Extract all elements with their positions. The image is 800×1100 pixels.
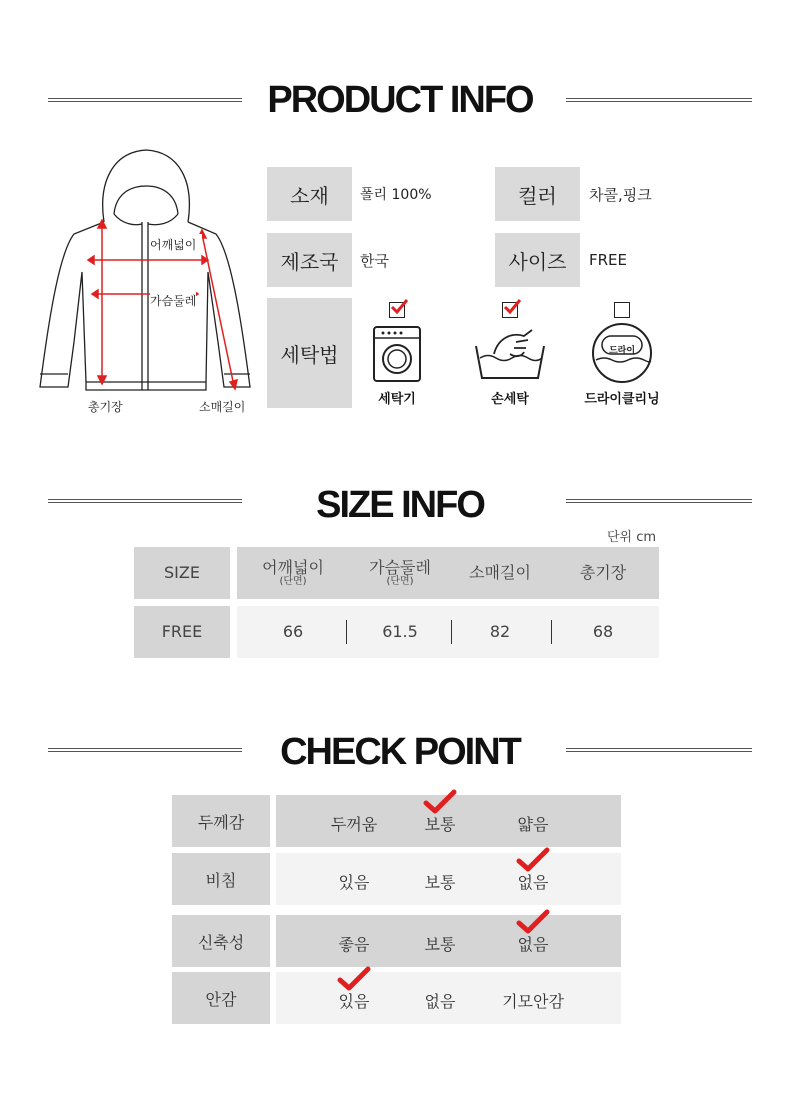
hoodie-diagram — [38, 142, 258, 417]
size-info-title: SIZE INFO — [316, 484, 484, 526]
check-point-title: CHECK POINT — [280, 731, 520, 773]
length-header-cell: 총기장 — [579, 563, 627, 582]
check-point-row — [276, 915, 621, 967]
check-mark-icon — [423, 789, 457, 815]
check-point-option: 두꺼움 — [330, 815, 378, 834]
header-main: 어깨넓이 — [262, 557, 324, 577]
origin-label: 제조국 — [267, 233, 352, 287]
sleeve-label: 소매길이 — [199, 400, 246, 414]
product-info-header — [0, 78, 800, 128]
check-point-option: 기모안감 — [502, 992, 564, 1011]
check-point-option: 없음 — [517, 873, 549, 892]
size-label: 사이즈 — [495, 233, 580, 287]
separator — [346, 620, 347, 644]
check-mark-icon — [516, 847, 550, 873]
divider — [566, 748, 752, 752]
size-header-cell: SIZE — [134, 547, 230, 599]
header-main: 가슴둘레 — [369, 557, 431, 577]
wash-dry — [567, 302, 677, 407]
header-sub: (단면) — [386, 575, 414, 587]
check-point-label: 두께감 — [172, 795, 270, 847]
size-value-cell: FREE — [134, 606, 230, 658]
length-value-cell: 68 — [592, 622, 614, 641]
checkbox-checked-icon — [502, 302, 518, 318]
hand-wash-icon — [472, 324, 548, 384]
dry-icon-text: 드라이 — [608, 346, 636, 356]
check-point-label: 안감 — [172, 972, 270, 1024]
sleeve-header-cell: 소매길이 — [469, 563, 531, 582]
check-point-option: 없음 — [424, 992, 456, 1011]
washing-machine-icon — [371, 324, 423, 384]
chest-label: 가슴둘레 — [150, 294, 197, 308]
size-info-header — [0, 483, 800, 533]
check-mark-icon — [337, 966, 371, 992]
chest-value-cell: 61.5 — [382, 622, 418, 641]
material-value: 폴리 100% — [360, 187, 432, 203]
checkbox-icon — [614, 302, 630, 318]
check-mark-icon — [516, 909, 550, 935]
check-point-option: 얇음 — [517, 815, 549, 834]
check-point-option: 없음 — [517, 935, 549, 954]
origin-value: 한국 — [360, 251, 389, 270]
divider — [566, 499, 752, 503]
check-point-option: 보통 — [424, 935, 456, 954]
wash-machine — [342, 302, 452, 407]
check-point-row — [276, 853, 621, 905]
unit-label: 단위 cm — [607, 530, 657, 545]
divider — [566, 98, 752, 102]
check-point-row — [276, 972, 621, 1024]
color-label: 컬러 — [495, 167, 580, 221]
total-length-label: 총기장 — [88, 400, 123, 414]
wash-hand-label: 손세탁 — [491, 392, 529, 407]
shoulder-label: 어깨넓이 — [150, 238, 197, 252]
check-point-option: 보통 — [424, 873, 456, 892]
color-value: 차콜,핑크 — [589, 185, 652, 204]
wash-dry-label: 드라이클리닝 — [584, 392, 660, 407]
check-point-option: 있음 — [338, 992, 370, 1011]
check-point-option: 좋음 — [338, 935, 370, 954]
check-point-label: 비침 — [172, 853, 270, 905]
shoulder-value-cell: 66 — [282, 622, 304, 641]
chest-header-cell — [350, 547, 450, 599]
wash-machine-label: 세탁기 — [378, 392, 416, 407]
check-point-row — [276, 795, 621, 847]
sleeve-value-cell: 82 — [489, 622, 511, 641]
material-label: 소재 — [267, 167, 352, 221]
header-sub: (단면) — [279, 575, 307, 587]
wash-label: 세탁법 — [267, 298, 352, 408]
shoulder-header-cell — [243, 547, 343, 599]
separator — [551, 620, 552, 644]
check-point-label: 신축성 — [172, 915, 270, 967]
wash-hand — [455, 302, 565, 407]
size-value: FREE — [589, 251, 628, 269]
check-point-option: 보통 — [424, 815, 456, 834]
checkbox-checked-icon — [389, 302, 405, 318]
check-point-option: 있음 — [338, 873, 370, 892]
product-info-title: PRODUCT INFO — [267, 79, 533, 121]
check-point-header — [0, 730, 800, 780]
